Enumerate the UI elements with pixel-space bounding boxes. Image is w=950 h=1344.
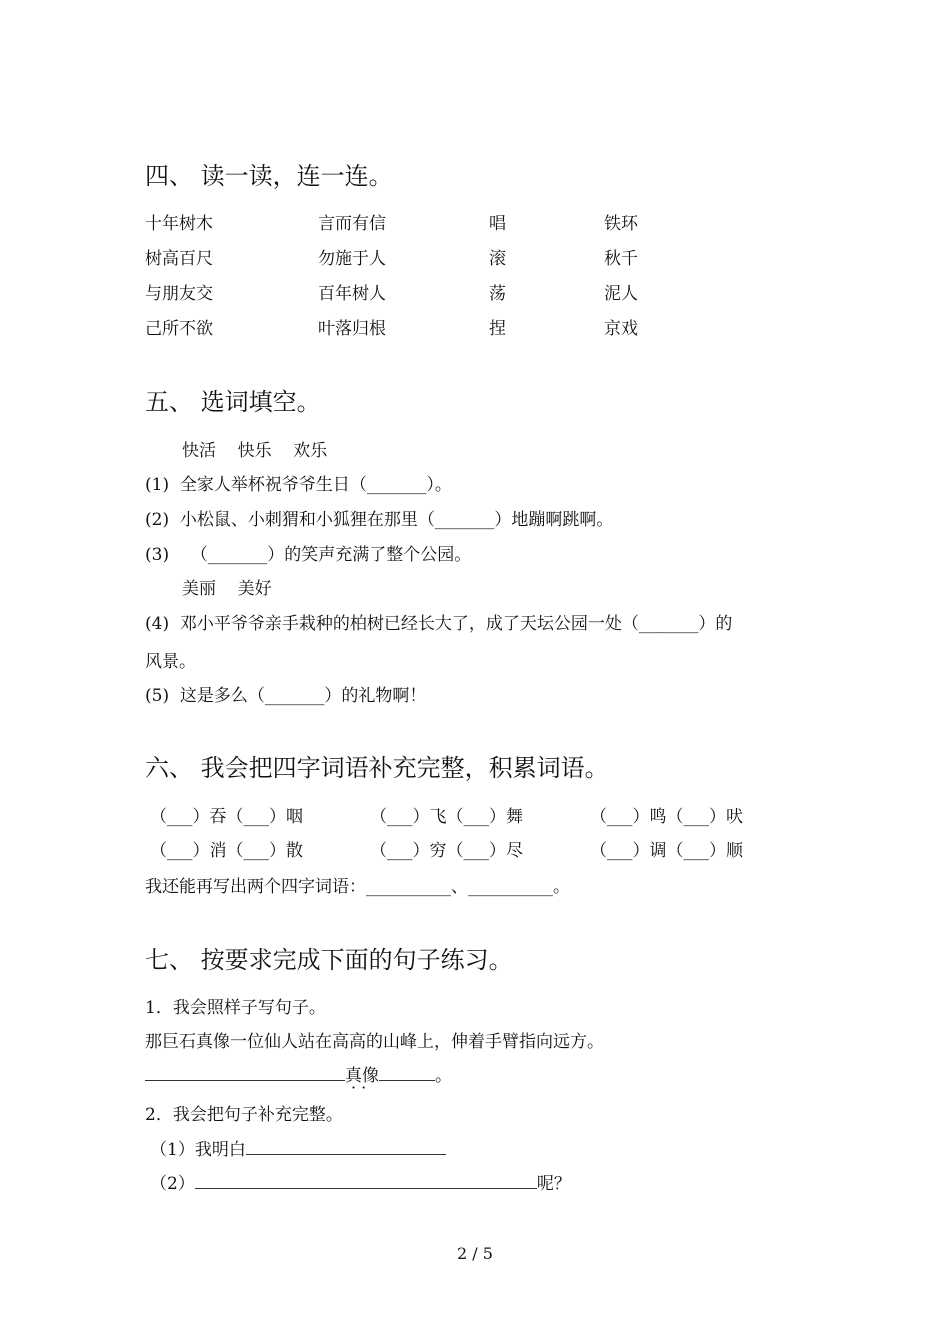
- idiom-blank: （___）调（___）顺: [590, 841, 743, 861]
- complete-sentence-1: [150, 1135, 446, 1160]
- idiom-blank: （___）鸣（___）吠: [590, 807, 743, 827]
- fill-question-4-cont: 风景。: [145, 652, 196, 672]
- section-5-title: 五、 选词填空。: [145, 388, 321, 416]
- section-7-title: 七、 按要求完成下面的句子练习。: [145, 946, 513, 974]
- word-options-2: 美丽 美好: [182, 579, 272, 599]
- fill-question-1: (1) 全家人举杯祝爷爷生日（_______）。: [145, 475, 452, 495]
- section-6-title: 六、 我会把四字词语补充完整，积累词语。: [145, 754, 609, 782]
- match-col2-item: 百年树人: [318, 284, 386, 304]
- match-col3-item: 唱: [489, 214, 506, 234]
- match-col3-item: 捏: [489, 319, 506, 339]
- match-col1-item: 树高百尺: [145, 249, 213, 269]
- sentence-2-ending: 呢？: [536, 1174, 571, 1194]
- idiom-blank: （___）消（___）散: [150, 841, 303, 861]
- example-sentence: 那巨石真像一位仙人站在高高的山峰上，伸着手臂指向远方。: [145, 1032, 604, 1052]
- sentence-2-label: （2）: [150, 1174, 195, 1194]
- imitation-line: [145, 1061, 452, 1086]
- match-col3-item: 滚: [489, 249, 506, 269]
- keyword-emphasis: 真像 · ·: [345, 1066, 379, 1086]
- answer-blank[interactable]: [195, 1171, 537, 1189]
- match-col4-item: 秋千: [604, 249, 638, 269]
- page-number: 2 / 5: [457, 1244, 493, 1263]
- match-col3-item: 荡: [489, 284, 506, 304]
- idiom-blank: （___）吞（___）咽: [150, 807, 303, 827]
- task-1-heading: 1．我会照样子写句子。: [145, 998, 326, 1018]
- answer-blank[interactable]: [246, 1137, 446, 1155]
- fill-question-2: (2) 小松鼠、小刺猬和小狐狸在那里（_______）地蹦啊跳啊。: [145, 510, 614, 530]
- match-col4-item: 京戏: [604, 319, 638, 339]
- match-col4-item: 铁环: [604, 214, 638, 234]
- section-4-title: 四、 读一读，连一连。: [145, 162, 393, 190]
- period: 。: [435, 1066, 452, 1086]
- match-col4-item: 泥人: [604, 284, 638, 304]
- match-col1-item: 己所不欲: [145, 319, 213, 339]
- answer-blank[interactable]: [145, 1063, 345, 1081]
- task-2-heading: 2．我会把句子补充完整。: [145, 1105, 343, 1125]
- match-col2-item: 言而有信: [318, 214, 386, 234]
- match-col1-item: 十年树木: [145, 214, 213, 234]
- fill-question-5: (5) 这是多么（_______）的礼物啊！: [145, 686, 427, 706]
- match-col2-item: 勿施于人: [318, 249, 386, 269]
- match-col2-item: 叶落归根: [318, 319, 386, 339]
- word-options-1: 快活 快乐 欢乐: [182, 441, 328, 461]
- fill-question-3: (3) （_______）的笑声充满了整个公园。: [145, 545, 472, 565]
- idiom-blank: （___）穷（___）尽: [370, 841, 523, 861]
- extra-idioms-line: 我还能再写出两个四字词语：__________、__________。: [145, 877, 570, 897]
- match-col1-item: 与朋友交: [145, 284, 213, 304]
- answer-blank[interactable]: [379, 1063, 435, 1081]
- complete-sentence-2: [150, 1169, 571, 1194]
- idiom-blank: （___）飞（___）舞: [370, 807, 523, 827]
- sentence-1-label: （1）我明白: [150, 1140, 246, 1160]
- fill-question-4: (4) 邓小平爷爷亲手栽种的柏树已经长大了，成了天坛公园一处（_______）的: [145, 614, 733, 634]
